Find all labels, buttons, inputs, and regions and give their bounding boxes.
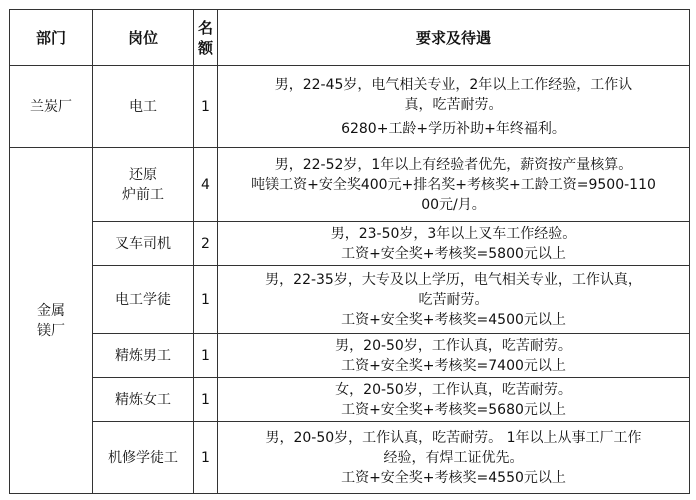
requirements-cell: [218, 222, 690, 266]
req-line: 女，20-50岁，工作认真，吃苦耐劳。: [335, 381, 572, 398]
count-cell: 1: [194, 266, 218, 334]
req-line: 经验，有焊工证优先。: [383, 449, 524, 466]
req-line: 男，22-45岁，电气相关专业，2年以上工作经验，工作认: [274, 76, 633, 93]
header-row: [10, 10, 690, 66]
requirements-cell: [218, 66, 690, 148]
req-line: 工资+安全奖+考核奖=5680元以上: [341, 401, 566, 418]
req-line: 6280+工龄+学历补助+年终福利。: [341, 120, 566, 137]
dept-cell: [10, 148, 93, 494]
position-cell: 电工学徒: [93, 266, 194, 334]
req-line: 真，吃苦耐劳。: [404, 96, 503, 113]
req-line: 男，20-50岁，工作认真，吃苦耐劳。 1年以上从事工厂工作: [265, 429, 642, 446]
req-line: 男，22-52岁，1年以上有经验者优先，薪资按产量核算。: [274, 156, 633, 173]
req-line: 男，22-35岁，大专及以上学历，电气相关专业，工作认真，: [265, 271, 642, 288]
count-cell: 1: [194, 334, 218, 378]
dept-line: 金属: [37, 302, 65, 319]
position-cell: 精炼男工: [93, 334, 194, 378]
header-dept: 部门: [10, 10, 93, 66]
header-position: 岗位: [93, 10, 194, 66]
header-requirements: 要求及待遇: [218, 10, 690, 66]
position-cell: 电工: [93, 66, 194, 148]
count-cell: 2: [194, 222, 218, 266]
req-line: 工资+安全奖+考核奖=4550元以上: [341, 469, 566, 486]
req-line: 工资+安全奖+考核奖=4500元以上: [341, 311, 566, 328]
header-count-line: 额: [198, 38, 214, 57]
table-row: [10, 378, 690, 422]
req-line: 吃苦耐劳。: [418, 291, 489, 308]
requirements-cell: [218, 378, 690, 422]
req-line: 男，20-50岁，工作认真，吃苦耐劳。: [335, 337, 572, 354]
count-cell: 1: [194, 422, 218, 494]
position-cell: [93, 148, 194, 222]
table-row: [10, 334, 690, 378]
dept-line: 镁厂: [37, 322, 65, 339]
req-line: 吨镁工资+安全奖400元+排名奖+考核奖+工龄工资=9500-110: [251, 176, 656, 193]
table-row: [10, 66, 690, 148]
requirements-cell: [218, 422, 690, 494]
position-cell: 精炼女工: [93, 378, 194, 422]
req-line: 工资+安全奖+考核奖=7400元以上: [341, 357, 566, 374]
job-table: [9, 9, 690, 494]
requirements-cell: [218, 334, 690, 378]
table-row: [10, 222, 690, 266]
count-cell: 4: [194, 148, 218, 222]
header-count-line: 名: [198, 18, 214, 37]
req-line: 工资+安全奖+考核奖=5800元以上: [341, 245, 566, 262]
table-row: [10, 266, 690, 334]
requirements-cell: [218, 266, 690, 334]
req-line: 00元/月。: [421, 196, 486, 213]
table-row: [10, 148, 690, 222]
position-line: 炉前工: [122, 186, 164, 203]
count-cell: 1: [194, 378, 218, 422]
dept-cell: 兰炭厂: [10, 66, 93, 148]
req-line: 男，23-50岁，3年以上叉车工作经验。: [330, 225, 577, 242]
position-cell: 机修学徒工: [93, 422, 194, 494]
position-line: 还原: [129, 166, 157, 183]
count-cell: 1: [194, 66, 218, 148]
position-cell: 叉车司机: [93, 222, 194, 266]
table-row: [10, 422, 690, 494]
requirements-cell: [218, 148, 690, 222]
header-count: [194, 10, 218, 66]
